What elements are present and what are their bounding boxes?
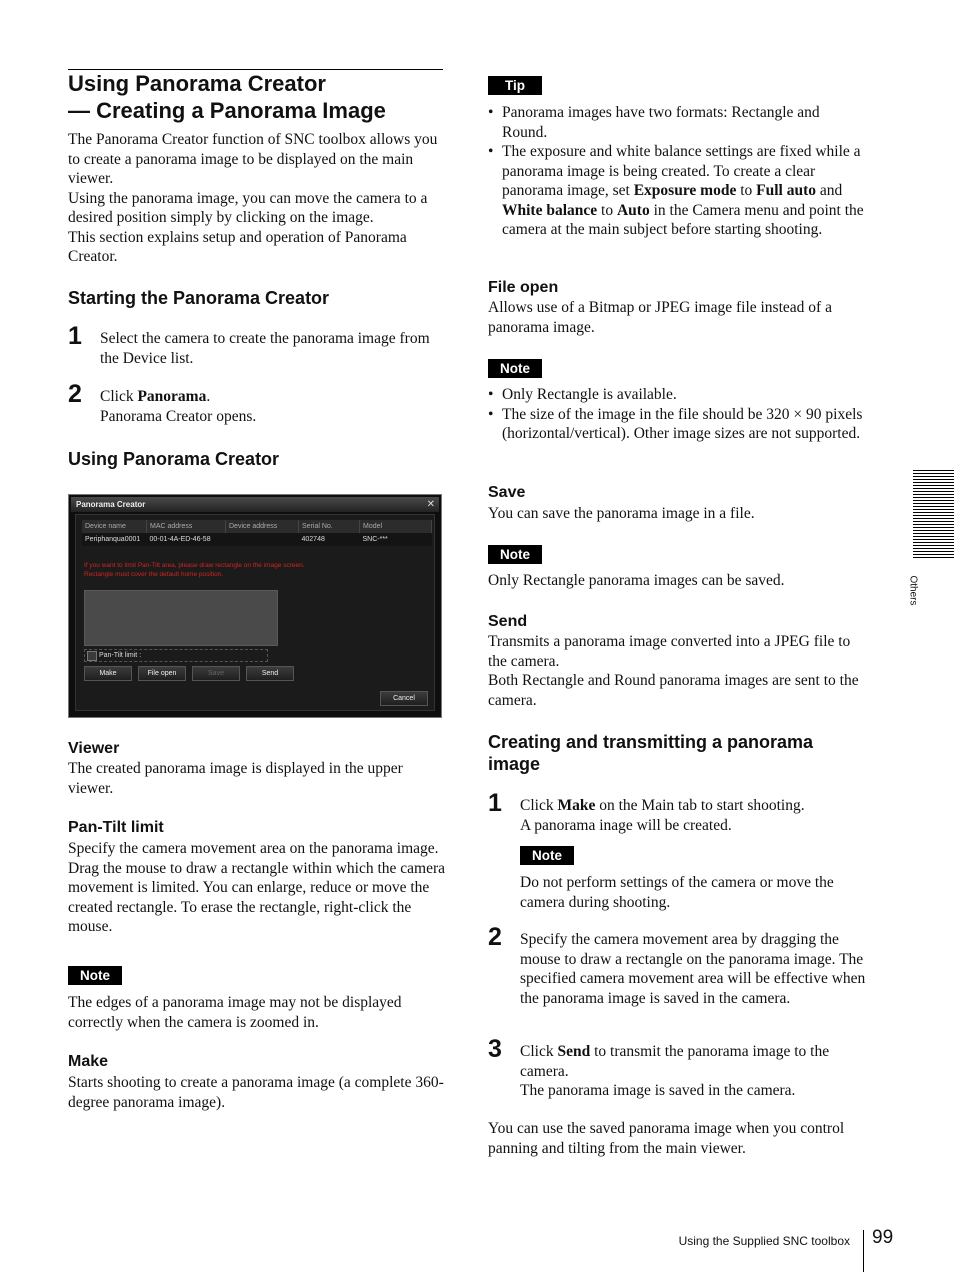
send-paragraph: Both Rectangle and Round panorama images are sent to the camera.	[488, 672, 859, 709]
c3-pre: Click	[520, 1043, 558, 1060]
tip-item: • Panorama images have two formats: Rectangle and Round.	[488, 103, 866, 142]
tip-bold: Auto	[616, 201, 650, 219]
section-tab	[907, 575, 924, 611]
note-list	[488, 385, 866, 444]
step-2-pre: Click	[100, 388, 138, 405]
step-text	[520, 796, 866, 835]
note-item: • The size of the image in the file should be 320 × 90 pixels (horizontal/vertical). Other image sizes are not supported.	[488, 405, 866, 444]
column-header: Model	[360, 520, 432, 533]
c1-post: on the Main tab to start shooting.	[595, 797, 805, 814]
section-tab-stripes	[913, 470, 954, 560]
step-2-result: Panorama Creator opens.	[100, 407, 257, 425]
note-text: Only Rectangle panorama images can be saved.	[488, 572, 785, 589]
viewer-text: The created panorama image is displayed in the upper viewer.	[68, 760, 403, 797]
footer-text: Using the Supplied SNC toolbox	[678, 1234, 850, 1248]
pantilt-paragraph: Drag the mouse to draw a rectangle within which the camera movement is limited. You can enlarge, reduce or move the created rectangle. To erase the rectangle, right-click the mouse.	[68, 859, 446, 935]
file-open-text: Allows use of a Bitmap or JPEG image file instead of a panorama image.	[488, 299, 832, 336]
send-text	[488, 632, 866, 710]
file-open-heading: File open	[488, 279, 559, 296]
page-title-line2: — Creating a Panorama Image	[68, 98, 386, 123]
file-open-button[interactable]: File open	[138, 666, 186, 681]
send-button[interactable]: Send	[246, 666, 294, 681]
section-heading-creating: Creating and transmitting a panorama image	[488, 732, 814, 774]
window-titlebar	[71, 497, 439, 512]
table-cell: Periphanqua0001	[82, 533, 147, 546]
column-header: MAC address	[147, 520, 226, 533]
table-row[interactable]	[82, 533, 432, 546]
section-heading-starting: Starting the Panorama Creator	[68, 288, 330, 308]
step-number: 2	[488, 923, 502, 951]
intro-paragraph: This section explains setup and operation of Panorama Creator.	[68, 228, 407, 265]
note-badge: Note	[488, 545, 542, 564]
step-2-bold: Panorama	[137, 388, 207, 405]
tip-text: and	[816, 182, 843, 199]
cancel-button[interactable]: Cancel	[380, 691, 428, 706]
save-heading: Save	[488, 484, 526, 501]
note-item: • Only Rectangle is available.	[488, 385, 866, 405]
intro-paragraph: Using the panorama image, you can move the camera to a desired position simply by clicking on the image.	[68, 189, 428, 226]
step-1-text: Select the camera to create the panorama image from the Device list.	[100, 330, 430, 367]
c3-post: to transmit the panorama image to the camera.	[520, 1043, 830, 1080]
pantilt-checkbox[interactable]	[87, 651, 97, 661]
make-text: Starts shooting to create a panorama image (a complete 360-degree panorama image).	[68, 1074, 444, 1111]
make-button[interactable]: Make	[84, 666, 132, 681]
section-tab-label: Others	[907, 575, 919, 606]
step-number: 1	[68, 322, 82, 350]
note-badge: Note	[68, 966, 122, 985]
tip-text: to	[597, 201, 617, 219]
table-cell: 00-01-4A-ED-46-58	[147, 533, 226, 546]
tip-item	[488, 142, 866, 240]
section-heading-using: Using Panorama Creator	[68, 449, 280, 469]
table-header-row	[82, 520, 432, 533]
note-badge: Note	[488, 359, 542, 378]
table-cell: SNC-***	[360, 533, 432, 546]
pantilt-limit-row	[84, 649, 268, 662]
intro-paragraph: The Panorama Creator function of SNC toolbox allows you to create a panorama image to be displayed on the main viewer.	[68, 131, 438, 187]
step-2-post: .	[206, 388, 211, 405]
pantilt-label: Pan-Tilt limit :	[99, 652, 142, 659]
save-button[interactable]: Save	[192, 666, 240, 681]
table-cell: 402748	[299, 533, 360, 546]
tip-bold: Full auto	[756, 182, 817, 199]
closing-text: You can use the saved panorama image when you control panning and tilting from the main viewer.	[488, 1120, 845, 1157]
footer-divider	[863, 1230, 864, 1272]
window-title: Panorama Creator	[76, 500, 146, 509]
pantilt-warning: If you want to limit Pan-Tilt area, please draw rectangle on the image screen. Rectangle must cover the default home position.	[84, 562, 305, 578]
panorama-creator-screenshot	[68, 494, 442, 718]
close-icon[interactable]: ✕	[426, 499, 435, 510]
tip-bold: White balance	[502, 201, 598, 219]
save-text: You can save the panorama image in a file.	[488, 505, 755, 522]
device-table	[82, 520, 432, 546]
tip-bold: Exposure mode	[633, 182, 737, 199]
pantilt-text	[68, 839, 446, 937]
note-badge: Note	[520, 846, 574, 865]
tip-text: The exposure and white balance settings are fixed while a panorama image is being created. To create a clear panorama image, set	[502, 143, 861, 199]
c1-bold: Make	[557, 797, 596, 814]
page-title-line1: Using Panorama Creator	[68, 71, 326, 96]
tip-list	[488, 103, 866, 240]
note-text: The edges of a panorama image may not be displayed correctly when the camera is zoomed in.	[68, 994, 402, 1031]
step-text: Specify the camera movement area by dragging the mouse to draw a rectangle on the panorama image. The specified camera movement area will be effective when the panorama image is saved in the camera.	[520, 931, 866, 1007]
c1-pre: Click	[520, 797, 558, 814]
tip-badge: Tip	[488, 76, 542, 95]
pantilt-heading: Pan-Tilt limit	[68, 819, 164, 836]
step-number: 1	[488, 789, 502, 817]
tip-text: to	[736, 182, 757, 199]
c1-result: A panorama inage will be created.	[520, 816, 732, 834]
column-header: Device address	[226, 520, 299, 533]
table-cell	[226, 533, 299, 546]
pantilt-paragraph: Specify the camera movement area on the panorama image.	[68, 840, 439, 857]
send-heading: Send	[488, 613, 528, 630]
c3-bold: Send	[557, 1043, 591, 1060]
step-number: 2	[68, 380, 82, 408]
page-number: 99	[872, 1227, 894, 1248]
tip-text: in the Camera menu and point the camera at the main subject before starting shooting.	[502, 201, 864, 238]
send-paragraph: Transmits a panorama image converted into a JPEG file to the camera.	[488, 633, 851, 670]
make-heading: Make	[68, 1053, 109, 1070]
c3-result: The panorama image is saved in the camera.	[520, 1082, 796, 1099]
step-number: 3	[488, 1035, 502, 1063]
step-text	[520, 1042, 866, 1101]
viewer-heading: Viewer	[68, 740, 120, 757]
panorama-viewer[interactable]	[84, 590, 278, 646]
window-body	[75, 514, 435, 711]
column-header: Device name	[82, 520, 147, 533]
page-title	[68, 70, 448, 124]
column-header: Serial No.	[299, 520, 360, 533]
note-text: Do not perform settings of the camera or move the camera during shooting.	[520, 874, 834, 911]
step-text	[100, 387, 440, 426]
step-text	[100, 329, 440, 368]
intro-text	[68, 130, 446, 267]
